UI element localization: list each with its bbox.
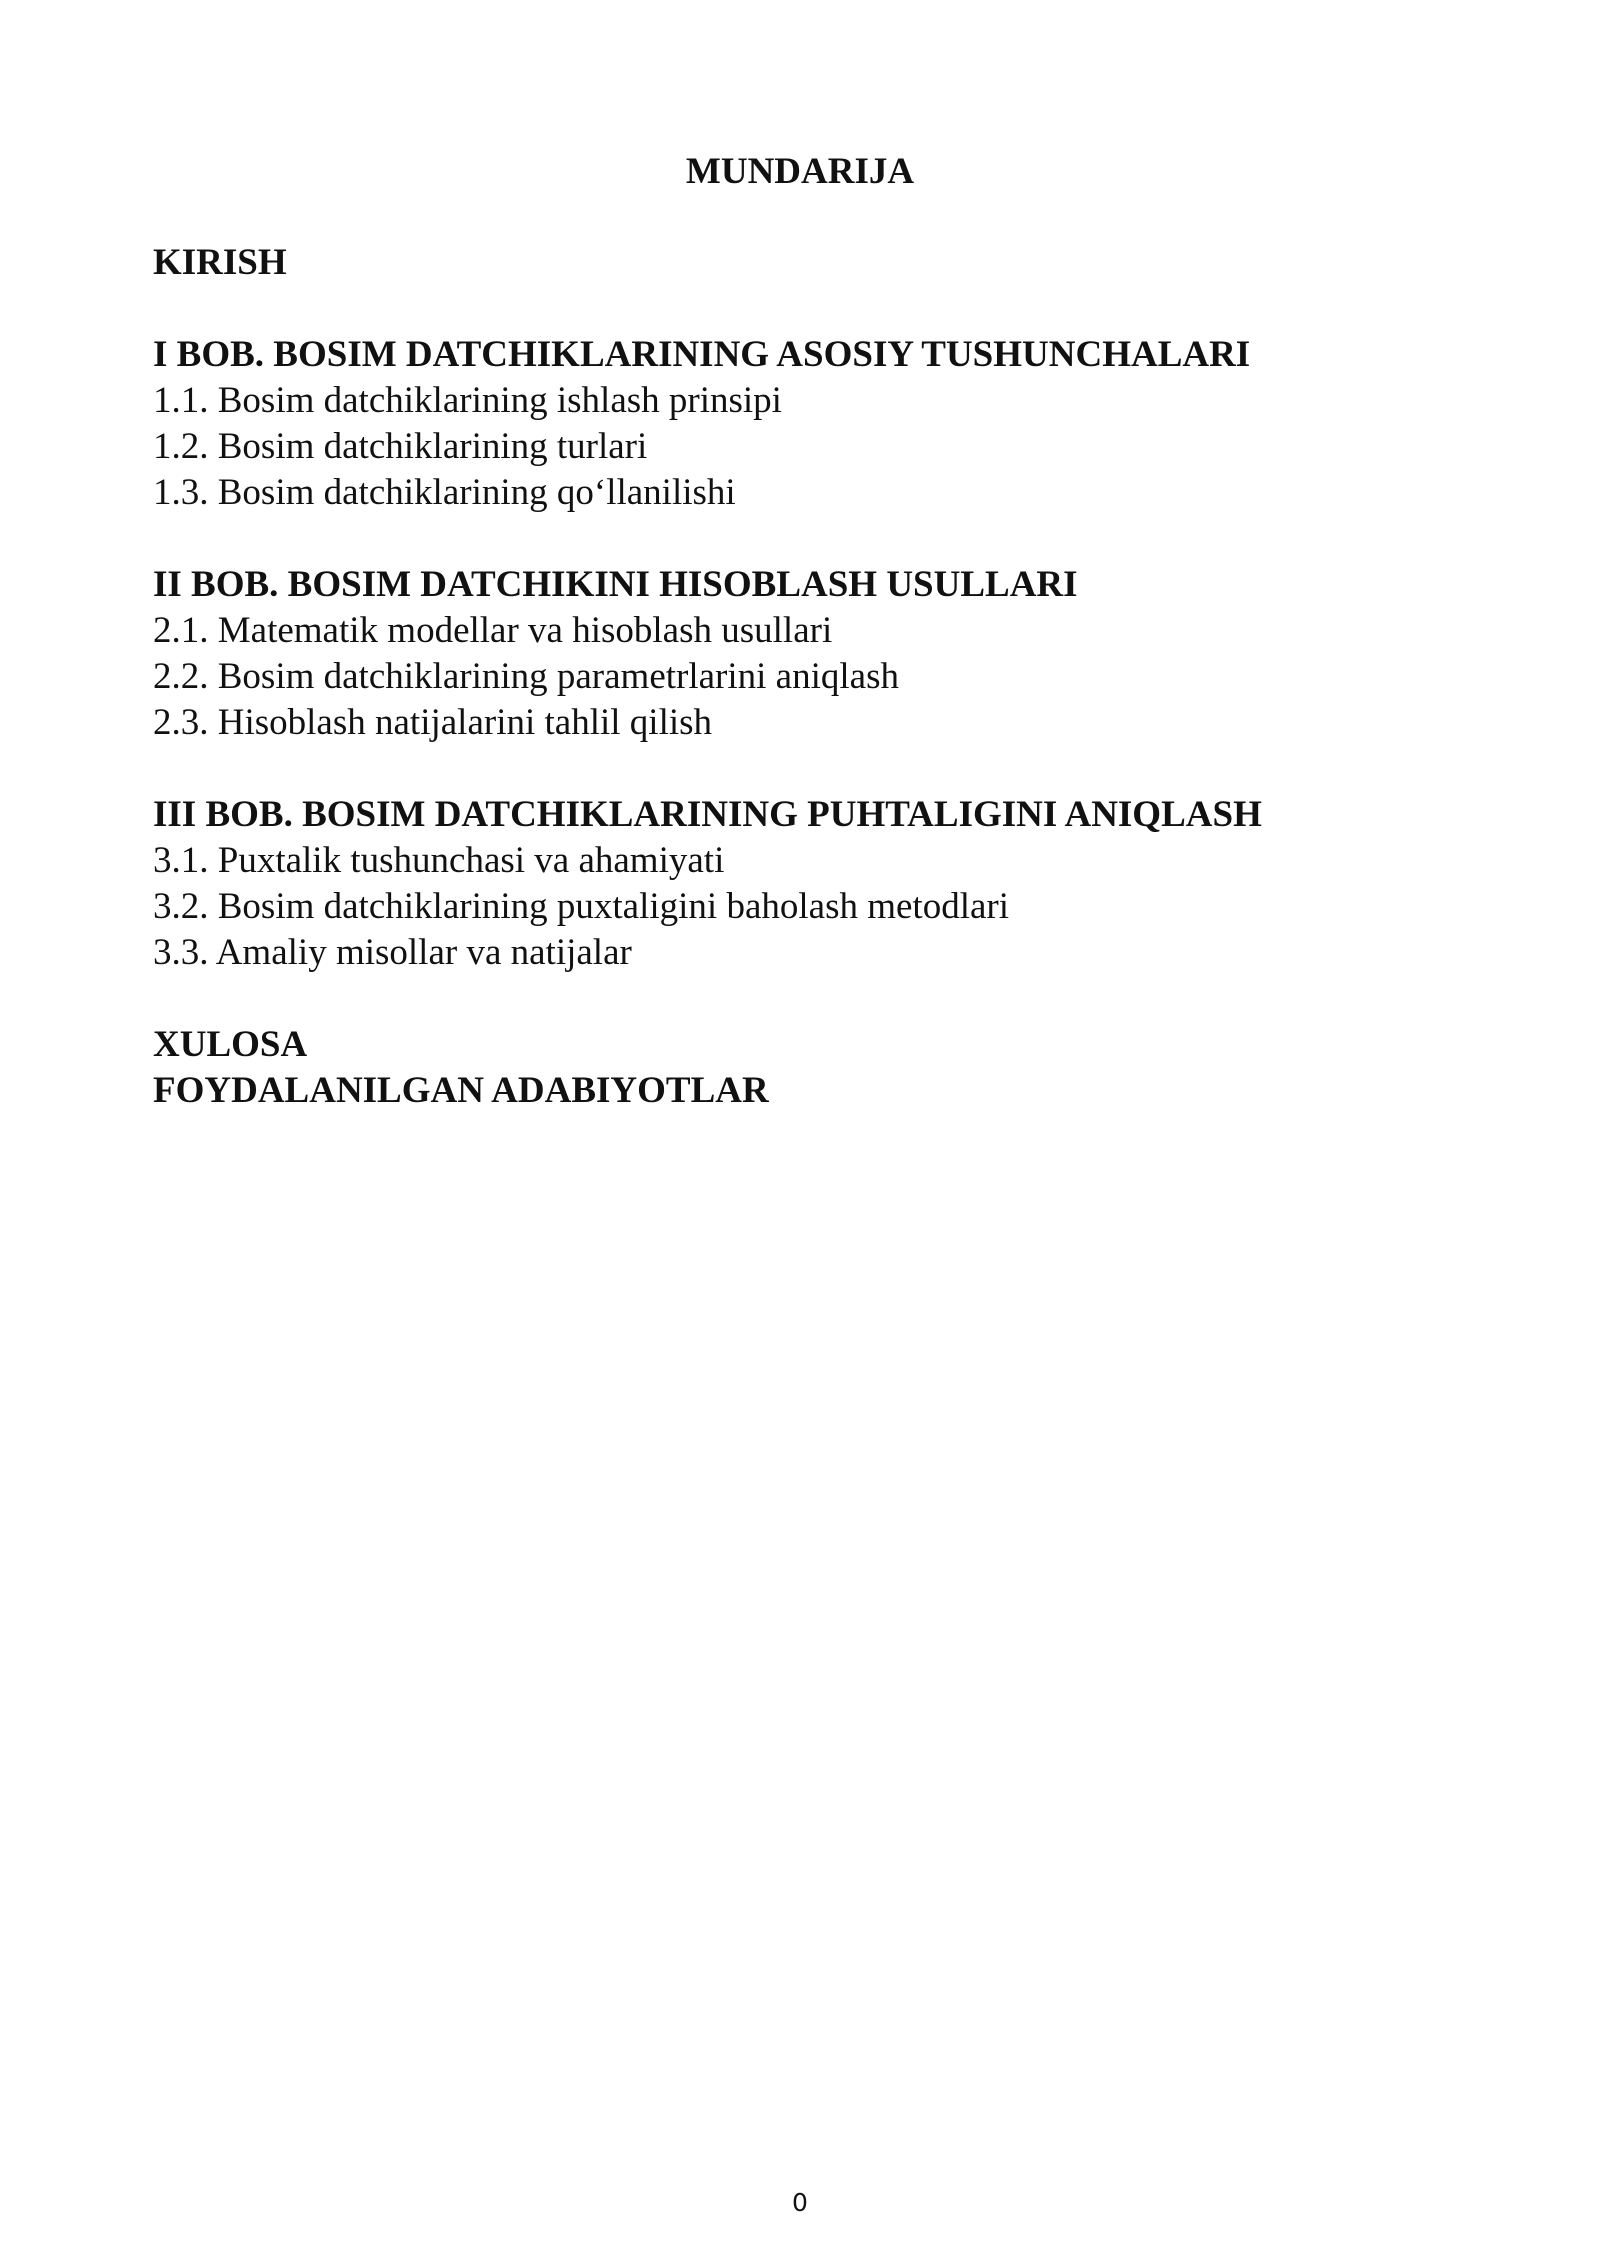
chapter-3-heading: III BOB. BOSIM DATCHIKLARINING PUHTALIGINI ANIQLASH — [153, 794, 1262, 835]
toc-spacer — [153, 516, 1513, 562]
toc-item-1-1: 1.1. Bosim datchiklarining ishlash prinsipi — [153, 380, 782, 421]
toc-title: MUNDARIJA — [685, 151, 915, 192]
toc-item-3-3: 3.3. Amaliy misollar va natijalar — [153, 932, 632, 973]
toc-references: FOYDALANILGAN ADABIYOTLAR — [153, 1070, 769, 1111]
toc-item-1-2: 1.2. Bosim datchiklarining turlari — [153, 426, 648, 467]
toc-spacer — [153, 746, 1513, 792]
toc-conclusion: XULOSA — [153, 1024, 308, 1065]
toc-item-3-2: 3.2. Bosim datchiklarining puxtaligini baholash metodlari — [153, 886, 1010, 927]
page-number: 0 — [792, 2188, 808, 2217]
toc-spacer — [153, 286, 1513, 332]
toc-item-2-2: 2.2. Bosim datchiklarining parametrlarini aniqlash — [153, 656, 899, 697]
toc-item-3-1: 3.1. Puxtalik tushunchasi va ahamiyati — [153, 840, 725, 881]
toc-item-2-3: 2.3. Hisoblash natijalarini tahlil qilish — [153, 702, 713, 743]
toc-item-2-1: 2.1. Matematik modellar va hisoblash usullari — [153, 610, 833, 651]
chapter-1-heading: I BOB. BOSIM DATCHIKLARINING ASOSIY TUSHUNCHALARI — [153, 334, 1251, 375]
chapter-2-heading: II BOB. BOSIM DATCHIKINI HISOBLASH USULLARI — [153, 564, 1078, 605]
toc-intro: KIRISH — [153, 242, 287, 283]
toc-item-1-3: 1.3. Bosim datchiklarining qo‘llanilishi — [153, 472, 736, 513]
table-of-contents — [153, 240, 1513, 1114]
toc-spacer — [153, 976, 1513, 1022]
